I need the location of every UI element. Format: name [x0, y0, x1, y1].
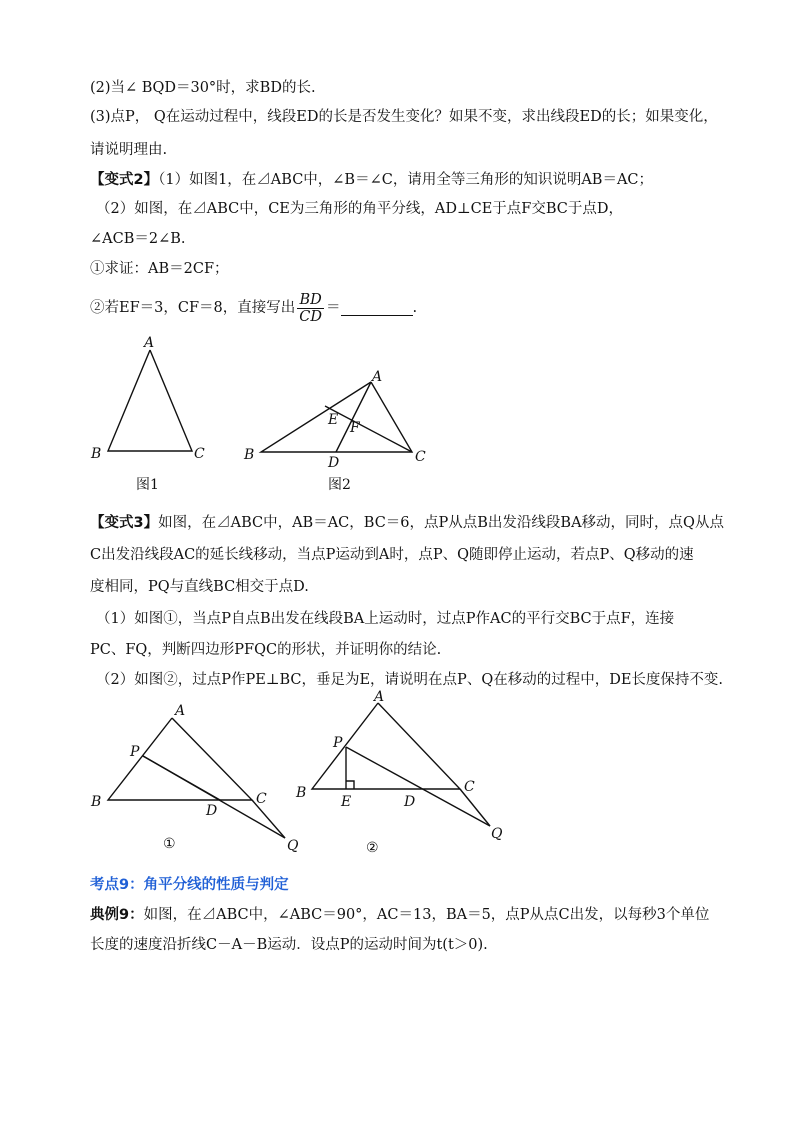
variant-3-tag: 【变式3】 [90, 515, 159, 531]
example-9-tag: 典例9： [90, 907, 144, 923]
variant-3-cont-1: C出发沿线段AC的延长线移动，当点P运动到A时，点P、Q随即停止运动，若点P、Q移动的速 [90, 547, 694, 563]
ratio-end: . [412, 300, 418, 316]
variant-3-text: 如图，在⊿ABC中，AB＝AC，BC＝6，点P从点B出发沿线段BA移动，同时，点Q从点 [158, 515, 724, 531]
fig2-caption: 图2 [328, 477, 351, 493]
ratio-equals: ＝ [326, 300, 341, 316]
fig2-label-c: C [415, 449, 426, 465]
ratio-numerator: BD [297, 292, 324, 309]
fig4-right-angle-mark [346, 781, 354, 789]
fig3-label-b: B [91, 794, 102, 810]
variant-2-part-2: （2）如图，在⊿ABC中，CE为三角形的角平分线，AD⊥CE于点F交BC于点D， [96, 201, 624, 217]
fig3-caption: ① [163, 836, 176, 852]
fig4-label-q: Q [491, 826, 503, 842]
fig1-caption: 图1 [136, 477, 159, 493]
fig2-label-d: D [328, 455, 340, 471]
ratio-denominator: CD [299, 308, 322, 325]
ratio-prefix: ②若EF＝3，CF＝8，直接写出 [90, 300, 296, 316]
variant-2-condition: ∠ACB＝2∠B. [90, 231, 186, 247]
fig2-label-f: F [350, 420, 360, 436]
example-9 [90, 905, 720, 925]
fig3-label-c: C [256, 791, 267, 807]
variant-3-intro [90, 513, 724, 533]
fig1-label-a: A [144, 335, 155, 351]
fig4-label-d: D [404, 794, 416, 810]
question-3: (3)点P， Q在运动过程中，线段ED的长是否发生变化？如果不变，求出线段ED的长；如果变化， [90, 109, 718, 125]
variant-2-prove: ①求证：AB＝2CF； [90, 261, 229, 277]
fig1-triangle [108, 350, 192, 451]
variant-3-part-1-cont: PC、FQ，判断四边形PFQC的形状，并证明你的结论. [90, 642, 442, 658]
section-heading: 考点9：角平分线的性质与判定 [90, 877, 289, 893]
fig3-label-a: A [175, 703, 186, 719]
fig1-label-b: B [91, 446, 102, 462]
variant-2-tag: 【变式2】 [90, 172, 159, 188]
fig4-label-a: A [374, 689, 385, 705]
fig4-label-p: P [333, 735, 343, 751]
fig3-segment-pf [143, 756, 220, 800]
variant-2-text: （1）如图1，在⊿ABC中，∠B＝∠C，请用全等三角形的知识说明AB＝AC； [158, 172, 654, 188]
variant-3-part-2: （2）如图②，过点P作PE⊥BC，垂足为E，请说明在点P、Q在移动的过程中，DE长度保持不变. [96, 672, 724, 688]
fig4-label-e: E [341, 794, 352, 810]
fig2-label-b: B [244, 447, 255, 463]
variant-3-cont-2: 度相同，PQ与直线BC相交于点D. [90, 579, 309, 595]
fig4-caption: ② [366, 840, 379, 856]
fig2-label-e: E [328, 412, 339, 428]
question-2: (2)当∠ BQD＝30°时，求BD的长. [90, 80, 316, 96]
question-3-cont: 请说明理由. [90, 142, 168, 158]
fig3-label-d: D [206, 803, 218, 819]
example-9-cont: 长度的速度沿折线C－A－B运动．设点P的运动时间为t(t＞0). [90, 937, 488, 953]
fig4-label-c: C [464, 779, 475, 795]
fig2-label-a: A [372, 369, 383, 385]
fig3-label-p: P [130, 744, 140, 760]
example-9-text: 如图，在⊿ABC中，∠ABC＝90°，AC＝13，BA＝5，点P从点C出发，以每秒3个单位 [143, 907, 710, 923]
variant-3-part-1: （1）如图①，当点P自点B出发在线段BA上运动时，过点P作AC的平行交BC于点F，连接 [96, 611, 675, 627]
fig3-label-q: Q [287, 838, 299, 854]
fig4-label-b: B [296, 785, 307, 801]
fig1-label-c: C [194, 446, 205, 462]
